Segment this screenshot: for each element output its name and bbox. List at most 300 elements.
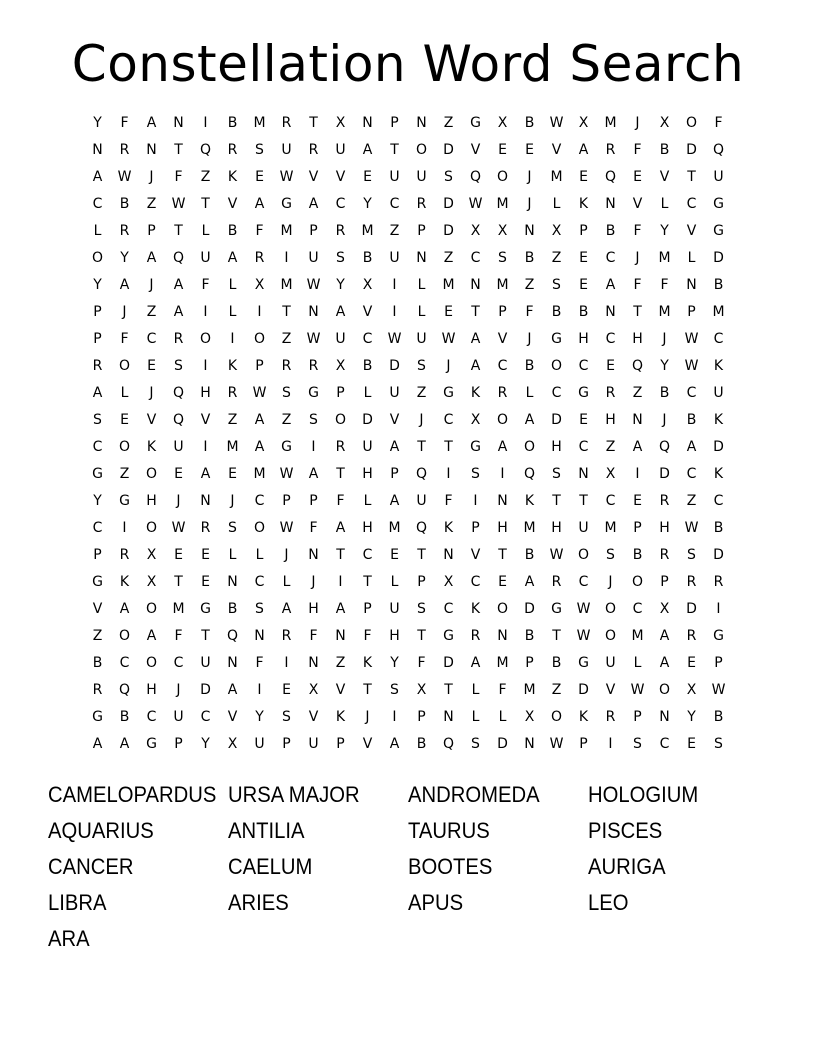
grid-letter: B bbox=[659, 385, 670, 401]
grid-letter: F bbox=[444, 493, 453, 509]
grid-letter: D bbox=[713, 439, 724, 455]
grid-letter: G bbox=[551, 601, 562, 617]
grid-letter: C bbox=[578, 358, 589, 374]
word-list-item: TAURUS bbox=[408, 818, 490, 843]
grid-letter: K bbox=[713, 358, 724, 374]
grid-letter: T bbox=[309, 115, 318, 131]
grid-letter: Q bbox=[118, 682, 131, 698]
grid-letter: A bbox=[578, 142, 589, 158]
grid-letter: Z bbox=[200, 169, 211, 185]
grid-letter: L bbox=[660, 196, 669, 212]
grid-letter: O bbox=[145, 520, 158, 536]
grid-letter: C bbox=[497, 358, 508, 374]
grid-letter: C bbox=[686, 385, 697, 401]
grid-letter: U bbox=[173, 709, 184, 725]
grid-letter: N bbox=[308, 304, 319, 320]
grid-letter: J bbox=[635, 115, 640, 131]
grid-letter: I bbox=[203, 358, 208, 374]
grid-letter: E bbox=[687, 736, 696, 752]
grid-letter: A bbox=[119, 277, 130, 293]
grid-letter: L bbox=[228, 304, 237, 320]
grid-letter: I bbox=[284, 655, 289, 671]
grid-letter: A bbox=[119, 736, 130, 752]
grid-letter: I bbox=[392, 304, 397, 320]
grid-letter: G bbox=[119, 493, 130, 509]
grid-letter: J bbox=[122, 304, 127, 320]
grid-letter: U bbox=[713, 169, 724, 185]
grid-letter: L bbox=[228, 277, 237, 293]
grid-letter: C bbox=[335, 196, 346, 212]
grid-letter: G bbox=[443, 385, 454, 401]
grid-letter: G bbox=[200, 601, 211, 617]
grid-letter: D bbox=[659, 466, 670, 482]
grid-letter: C bbox=[362, 547, 373, 563]
grid-letter: P bbox=[282, 493, 291, 509]
grid-letter: Q bbox=[469, 169, 482, 185]
grid-letter: Q bbox=[172, 250, 185, 266]
grid-letter: G bbox=[713, 223, 724, 239]
grid-letter: C bbox=[92, 520, 103, 536]
grid-row bbox=[84, 272, 732, 299]
grid-letter: C bbox=[632, 601, 643, 617]
grid-letter: C bbox=[686, 466, 697, 482]
page-title: Constellation Word Search bbox=[71, 35, 745, 93]
grid-letter: E bbox=[120, 412, 129, 428]
word-list-item: LIBRA bbox=[48, 890, 107, 915]
grid-letter: S bbox=[309, 412, 318, 428]
grid-letter: C bbox=[443, 412, 454, 428]
grid-letter: L bbox=[633, 655, 642, 671]
grid-letter: T bbox=[471, 304, 480, 320]
grid-letter: U bbox=[281, 142, 292, 158]
grid-letter: W bbox=[576, 601, 591, 617]
grid-letter: O bbox=[496, 412, 509, 428]
grid-letter: K bbox=[713, 466, 724, 482]
grid-letter: B bbox=[119, 709, 130, 725]
grid-letter: H bbox=[497, 520, 508, 536]
grid-row bbox=[84, 623, 732, 650]
grid-letter: X bbox=[335, 115, 346, 131]
grid-letter: Y bbox=[93, 493, 102, 509]
grid-letter: C bbox=[389, 196, 400, 212]
grid-letter: P bbox=[93, 304, 102, 320]
grid-row bbox=[84, 704, 732, 731]
grid-letter: P bbox=[147, 223, 156, 239]
grid-row bbox=[84, 245, 732, 272]
grid-letter: D bbox=[686, 601, 697, 617]
grid-letter: V bbox=[362, 736, 373, 752]
grid-row bbox=[84, 677, 732, 704]
grid-letter: V bbox=[308, 169, 319, 185]
grid-letter: J bbox=[284, 547, 289, 563]
grid-letter: A bbox=[335, 520, 346, 536]
grid-letter: F bbox=[336, 493, 345, 509]
grid-letter: N bbox=[632, 412, 643, 428]
grid-letter: W bbox=[279, 520, 294, 536]
grid-letter: R bbox=[416, 196, 427, 212]
grid-letter: O bbox=[577, 547, 590, 563]
grid-letter: K bbox=[524, 493, 535, 509]
grid-letter: N bbox=[443, 709, 454, 725]
grid-letter: Z bbox=[227, 412, 238, 428]
grid-letter: K bbox=[119, 574, 130, 590]
grid-letter: T bbox=[174, 223, 183, 239]
grid-letter: L bbox=[498, 709, 507, 725]
grid-letter: S bbox=[417, 358, 426, 374]
grid-letter: N bbox=[335, 628, 346, 644]
grid-letter: N bbox=[524, 736, 535, 752]
grid-letter: J bbox=[608, 574, 613, 590]
grid-letter: G bbox=[146, 736, 157, 752]
grid-letter: L bbox=[228, 547, 237, 563]
grid-letter: O bbox=[685, 115, 698, 131]
grid-letter: D bbox=[443, 223, 454, 239]
grid-letter: A bbox=[146, 115, 157, 131]
grid-letter: Y bbox=[363, 196, 372, 212]
grid-letter: S bbox=[228, 520, 237, 536]
grid-letter: B bbox=[713, 709, 724, 725]
grid-letter: R bbox=[92, 682, 103, 698]
grid-letter: B bbox=[416, 736, 427, 752]
grid-letter: U bbox=[389, 169, 400, 185]
grid-letter: C bbox=[686, 196, 697, 212]
grid-letter: R bbox=[335, 223, 346, 239]
grid-letter: V bbox=[389, 412, 400, 428]
grid-letter: A bbox=[254, 196, 265, 212]
grid-letter: I bbox=[338, 574, 343, 590]
grid-letter: X bbox=[605, 466, 616, 482]
word-list-item: ANTILIA bbox=[228, 818, 305, 843]
grid-letter: U bbox=[308, 250, 319, 266]
grid-letter: R bbox=[686, 628, 697, 644]
grid-letter: P bbox=[633, 709, 642, 725]
grid-letter: W bbox=[306, 331, 321, 347]
grid-letter: B bbox=[362, 358, 373, 374]
grid-letter: B bbox=[713, 520, 724, 536]
grid-letter: D bbox=[524, 601, 535, 617]
grid-letter: O bbox=[118, 358, 131, 374]
grid-letter: O bbox=[631, 574, 644, 590]
grid-letter: G bbox=[470, 439, 481, 455]
grid-letter: P bbox=[255, 358, 264, 374]
grid-letter: T bbox=[687, 169, 696, 185]
grid-letter: B bbox=[551, 304, 562, 320]
grid-letter: E bbox=[201, 547, 210, 563]
grid-letter: E bbox=[633, 169, 642, 185]
grid-letter: H bbox=[146, 682, 157, 698]
grid-letter: Q bbox=[226, 628, 239, 644]
grid-letter: A bbox=[146, 628, 157, 644]
grid-letter: S bbox=[606, 547, 615, 563]
grid-letter: T bbox=[336, 466, 345, 482]
grid-letter: N bbox=[146, 142, 157, 158]
grid-letter: E bbox=[390, 547, 399, 563]
grid-letter: F bbox=[174, 628, 183, 644]
grid-letter: P bbox=[633, 520, 642, 536]
grid-letter: R bbox=[281, 358, 292, 374]
grid-letter: S bbox=[552, 466, 561, 482]
grid-letter: A bbox=[389, 736, 400, 752]
grid-letter: F bbox=[633, 223, 642, 239]
grid-letter: U bbox=[416, 169, 427, 185]
grid-letter: S bbox=[687, 547, 696, 563]
grid-letter: S bbox=[417, 601, 426, 617]
grid-letter: O bbox=[658, 682, 671, 698]
word-list-item: CAMELOPARDUS bbox=[48, 782, 217, 807]
grid-letter: S bbox=[714, 736, 723, 752]
word-list-item: AQUARIUS bbox=[48, 818, 154, 843]
grid-letter: A bbox=[335, 601, 346, 617]
grid-row bbox=[84, 731, 732, 758]
grid-letter: G bbox=[92, 709, 103, 725]
grid-letter: I bbox=[122, 520, 127, 536]
grid-letter: W bbox=[387, 331, 402, 347]
grid-letter: S bbox=[282, 385, 291, 401]
grid-letter: C bbox=[254, 574, 265, 590]
grid-row bbox=[84, 191, 732, 218]
grid-letter: U bbox=[362, 439, 373, 455]
grid-letter: Q bbox=[199, 142, 212, 158]
grid-letter: X bbox=[470, 223, 481, 239]
grid-letter: M bbox=[280, 223, 293, 239]
grid-letter: M bbox=[280, 277, 293, 293]
grid-letter: L bbox=[120, 385, 129, 401]
grid-letter: C bbox=[578, 574, 589, 590]
grid-letter: L bbox=[363, 493, 372, 509]
grid-letter: N bbox=[254, 628, 265, 644]
grid-row bbox=[84, 650, 732, 677]
grid-letter: J bbox=[419, 412, 424, 428]
grid-row bbox=[84, 407, 732, 434]
grid-letter: V bbox=[551, 142, 562, 158]
grid-letter: J bbox=[635, 250, 640, 266]
grid-letter: X bbox=[578, 115, 589, 131]
grid-letter: R bbox=[605, 142, 616, 158]
grid-letter: R bbox=[227, 142, 238, 158]
grid-letter: O bbox=[604, 628, 617, 644]
grid-letter: A bbox=[470, 655, 481, 671]
grid-letter: P bbox=[336, 736, 345, 752]
grid-letter: E bbox=[201, 574, 210, 590]
grid-letter: J bbox=[149, 169, 154, 185]
grid-letter: D bbox=[362, 412, 373, 428]
grid-letter: N bbox=[659, 709, 670, 725]
grid-letter: T bbox=[390, 142, 399, 158]
grid-row bbox=[84, 353, 732, 380]
grid-letter: Q bbox=[442, 736, 455, 752]
grid-letter: A bbox=[497, 439, 508, 455]
grid-letter: A bbox=[632, 439, 643, 455]
grid-letter: G bbox=[308, 385, 319, 401]
grid-letter: K bbox=[470, 385, 481, 401]
grid-letter: B bbox=[119, 196, 130, 212]
grid-letter: M bbox=[496, 655, 509, 671]
grid-letter: O bbox=[118, 628, 131, 644]
grid-letter: O bbox=[496, 169, 509, 185]
grid-letter: T bbox=[444, 682, 453, 698]
grid-row bbox=[84, 542, 732, 569]
grid-letter: J bbox=[149, 385, 154, 401]
grid-row bbox=[84, 488, 732, 515]
grid-letter: W bbox=[441, 331, 456, 347]
grid-letter: P bbox=[417, 574, 426, 590]
grid-letter: V bbox=[686, 223, 697, 239]
grid-letter: S bbox=[471, 466, 480, 482]
grid-letter: F bbox=[714, 115, 723, 131]
grid-letter: T bbox=[444, 439, 453, 455]
grid-letter: E bbox=[147, 358, 156, 374]
grid-letter: A bbox=[227, 682, 238, 698]
grid-letter: A bbox=[146, 250, 157, 266]
grid-row bbox=[84, 596, 732, 623]
grid-letter: C bbox=[605, 250, 616, 266]
grid-letter: J bbox=[662, 412, 667, 428]
grid-letter: V bbox=[335, 169, 346, 185]
grid-letter: B bbox=[524, 115, 535, 131]
grid-letter: F bbox=[417, 655, 426, 671]
grid-letter: K bbox=[713, 412, 724, 428]
grid-letter: I bbox=[500, 466, 505, 482]
grid-letter: C bbox=[470, 250, 481, 266]
grid-letter: X bbox=[308, 682, 319, 698]
grid-letter: E bbox=[363, 169, 372, 185]
grid-letter: B bbox=[524, 250, 535, 266]
grid-letter: T bbox=[417, 439, 426, 455]
grid-letter: R bbox=[119, 142, 130, 158]
grid-letter: A bbox=[605, 277, 616, 293]
grid-letter: W bbox=[630, 682, 645, 698]
grid-letter: R bbox=[119, 547, 130, 563]
grid-letter: H bbox=[551, 520, 562, 536]
grid-letter: A bbox=[470, 331, 481, 347]
grid-letter: F bbox=[363, 628, 372, 644]
grid-letter: D bbox=[443, 142, 454, 158]
grid-letter: S bbox=[93, 412, 102, 428]
grid-letter: I bbox=[257, 682, 262, 698]
word-list-item: ARIES bbox=[228, 890, 289, 915]
grid-letter: H bbox=[200, 385, 211, 401]
grid-letter: I bbox=[284, 250, 289, 266]
grid-letter: E bbox=[579, 250, 588, 266]
grid-letter: F bbox=[633, 277, 642, 293]
grid-letter: V bbox=[470, 547, 481, 563]
grid-letter: W bbox=[171, 196, 186, 212]
grid-letter: C bbox=[713, 493, 724, 509]
grid-letter: S bbox=[552, 277, 561, 293]
grid-letter: I bbox=[203, 304, 208, 320]
grid-letter: T bbox=[336, 547, 345, 563]
grid-letter: G bbox=[281, 196, 292, 212]
grid-letter: F bbox=[174, 169, 183, 185]
grid-letter: P bbox=[336, 385, 345, 401]
letter-grid bbox=[84, 110, 732, 758]
grid-letter: P bbox=[390, 115, 399, 131]
grid-letter: D bbox=[578, 682, 589, 698]
grid-letter: Y bbox=[255, 709, 264, 725]
grid-letter: G bbox=[92, 574, 103, 590]
grid-row bbox=[84, 164, 732, 191]
grid-letter: B bbox=[524, 358, 535, 374]
grid-letter: C bbox=[551, 385, 562, 401]
word-list-item: URSA MAJOR bbox=[228, 782, 360, 807]
grid-letter: U bbox=[335, 331, 346, 347]
grid-letter: L bbox=[363, 385, 372, 401]
grid-letter: A bbox=[119, 601, 130, 617]
grid-letter: R bbox=[200, 520, 211, 536]
grid-letter: K bbox=[578, 709, 589, 725]
grid-letter: V bbox=[227, 709, 238, 725]
grid-letter: F bbox=[255, 223, 264, 239]
grid-row bbox=[84, 299, 732, 326]
grid-letter: A bbox=[92, 736, 103, 752]
grid-letter: B bbox=[227, 223, 238, 239]
grid-letter: K bbox=[470, 601, 481, 617]
grid-letter: U bbox=[254, 736, 265, 752]
grid-letter: Y bbox=[201, 736, 210, 752]
grid-letter: O bbox=[145, 601, 158, 617]
grid-letter: X bbox=[254, 277, 265, 293]
grid-letter: P bbox=[714, 655, 723, 671]
grid-letter: H bbox=[578, 331, 589, 347]
grid-letter: L bbox=[525, 385, 534, 401]
grid-letter: I bbox=[392, 709, 397, 725]
grid-letter: J bbox=[662, 331, 667, 347]
grid-letter: A bbox=[335, 304, 346, 320]
grid-letter: O bbox=[334, 412, 347, 428]
grid-letter: E bbox=[687, 655, 696, 671]
grid-letter: E bbox=[255, 169, 264, 185]
grid-letter: O bbox=[145, 655, 158, 671]
grid-letter: Z bbox=[551, 682, 562, 698]
grid-letter: W bbox=[684, 331, 699, 347]
grid-letter: Q bbox=[631, 358, 644, 374]
grid-letter: G bbox=[443, 628, 454, 644]
grid-letter: X bbox=[443, 574, 454, 590]
grid-letter: T bbox=[363, 574, 372, 590]
grid-letter: I bbox=[716, 601, 721, 617]
grid-letter: L bbox=[417, 304, 426, 320]
grid-letter: B bbox=[686, 412, 697, 428]
grid-letter: L bbox=[471, 682, 480, 698]
grid-letter: L bbox=[201, 223, 210, 239]
grid-letter: J bbox=[149, 277, 154, 293]
grid-letter: B bbox=[227, 115, 238, 131]
grid-letter: A bbox=[524, 574, 535, 590]
grid-letter: V bbox=[497, 331, 508, 347]
grid-letter: C bbox=[713, 331, 724, 347]
grid-letter: Q bbox=[415, 520, 428, 536]
grid-letter: L bbox=[417, 277, 426, 293]
grid-letter: P bbox=[579, 223, 588, 239]
grid-letter: P bbox=[390, 466, 399, 482]
grid-letter: Y bbox=[660, 358, 669, 374]
grid-letter: G bbox=[551, 331, 562, 347]
grid-letter: R bbox=[551, 574, 562, 590]
grid-letter: N bbox=[416, 250, 427, 266]
grid-letter: Z bbox=[443, 250, 454, 266]
grid-letter: M bbox=[523, 520, 536, 536]
grid-letter: W bbox=[684, 520, 699, 536]
grid-letter: N bbox=[173, 115, 184, 131]
grid-letter: W bbox=[171, 520, 186, 536]
grid-letter: L bbox=[687, 250, 696, 266]
grid-letter: S bbox=[498, 250, 507, 266]
grid-letter: K bbox=[227, 169, 238, 185]
grid-letter: M bbox=[604, 520, 617, 536]
grid-letter: W bbox=[252, 385, 267, 401]
grid-letter: X bbox=[470, 412, 481, 428]
grid-letter: A bbox=[389, 493, 400, 509]
